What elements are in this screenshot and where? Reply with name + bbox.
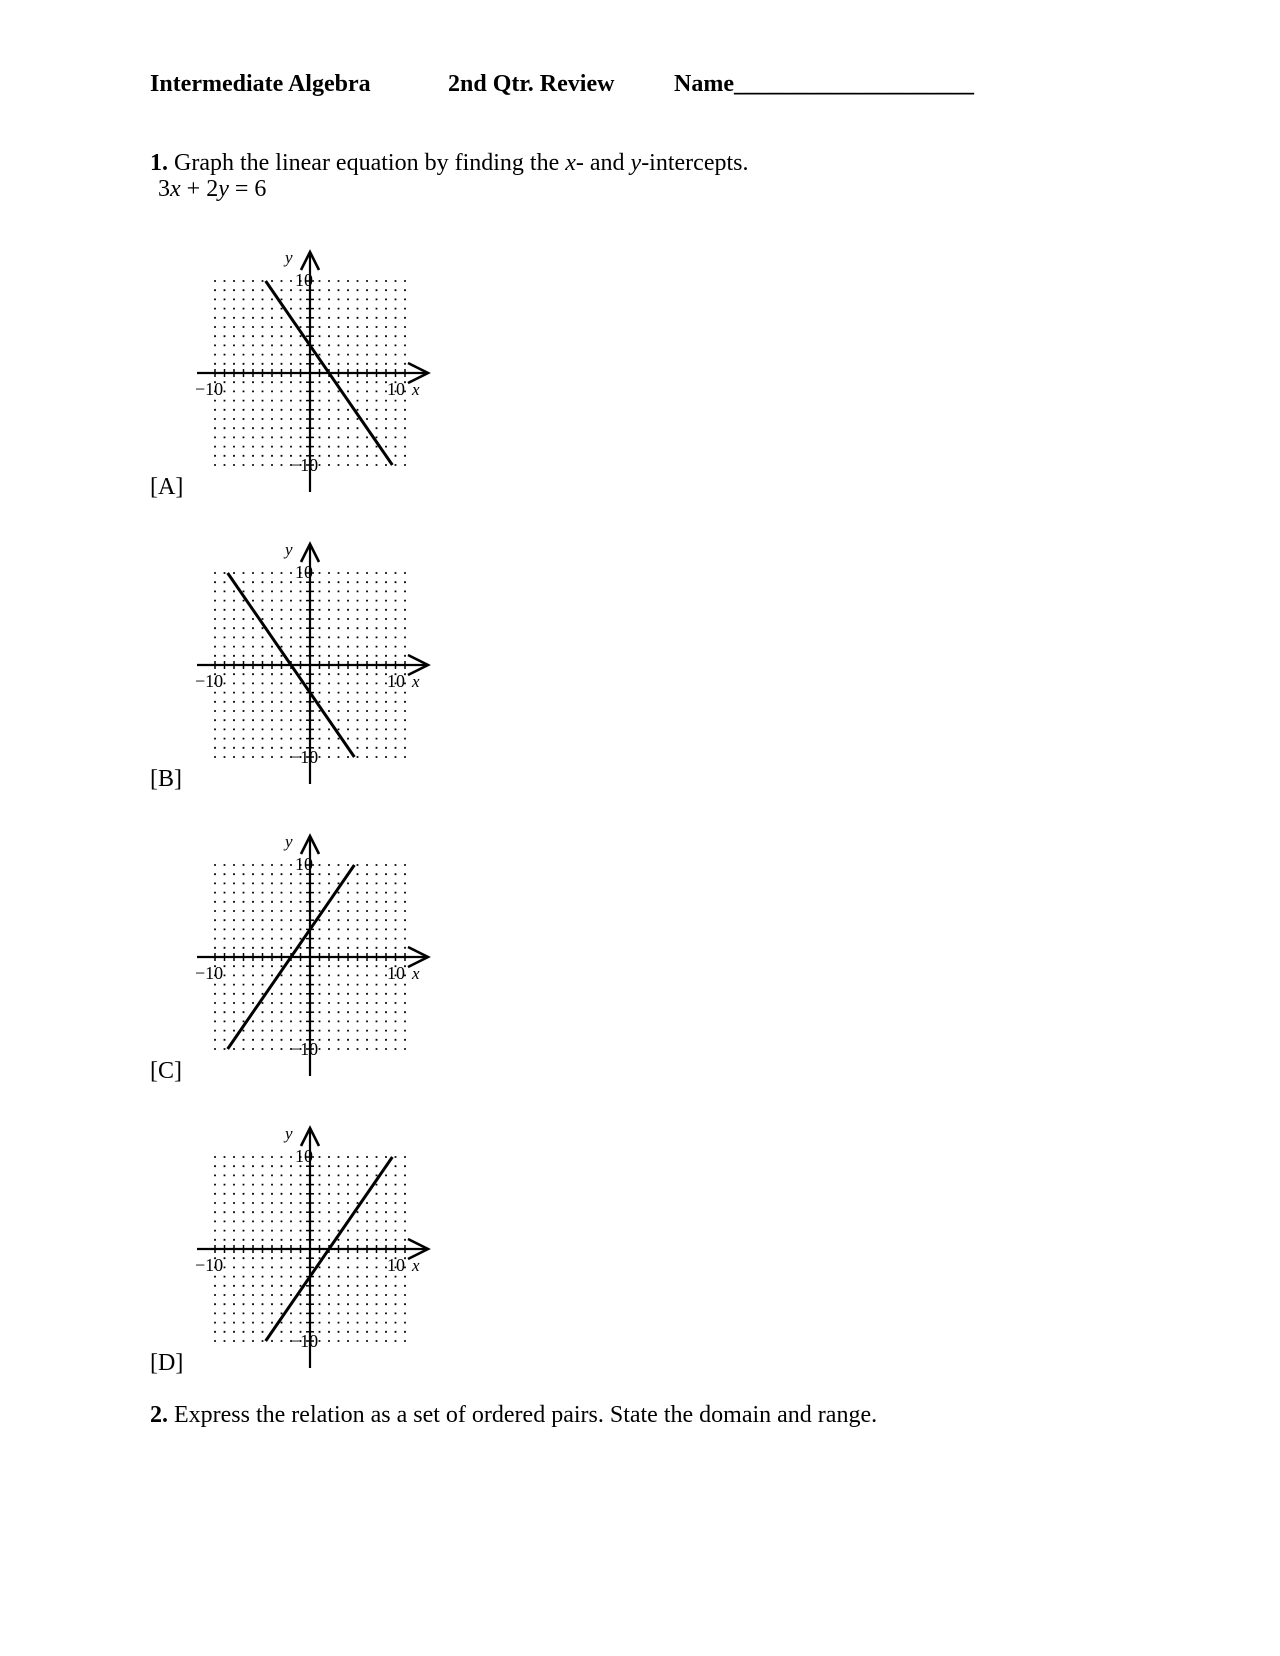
x-axis-label: x: [412, 964, 420, 983]
x-max-tick-label: 10: [387, 671, 405, 691]
y-max-tick-label: 10: [295, 854, 313, 874]
x-coefficient: 3: [158, 176, 170, 202]
option-label-d: [D]: [150, 1350, 184, 1376]
x-axis-label: x: [412, 380, 420, 399]
graph-option-a: [190, 250, 440, 510]
name-field-label: Name____________________: [674, 71, 974, 97]
question-number: 1.: [150, 150, 168, 176]
y-max-tick-label: 10: [295, 1146, 313, 1166]
equals-sign: =: [234, 176, 249, 202]
question-text: Graph the linear equation by finding the: [168, 150, 566, 176]
x-max-tick-label: 10: [387, 379, 405, 399]
x-min-tick-label: −10: [195, 379, 224, 399]
graph-option-d: [190, 1126, 440, 1386]
y-variable: y: [630, 150, 642, 176]
x-variable: x: [170, 176, 181, 202]
x-min-tick-label: −10: [195, 1255, 224, 1275]
y-min-tick-label: −10: [290, 747, 319, 767]
question-text: Express the relation as a set of ordered pairs. State the domain and range.: [168, 1402, 878, 1428]
y-min-tick-label: −10: [290, 1331, 319, 1351]
x-max-tick-label: 10: [387, 1255, 405, 1275]
y-axis-label: y: [285, 832, 293, 851]
question-1: [150, 150, 748, 177]
x-axis-label: x: [412, 672, 420, 691]
question-text: - and: [575, 150, 631, 176]
x-axis-label: x: [412, 1256, 420, 1275]
y-axis-label: y: [285, 540, 293, 559]
y-max-tick-label: 10: [295, 562, 313, 582]
review-title: 2nd Qtr. Review: [448, 71, 615, 97]
x-variable: x: [565, 150, 576, 176]
y-min-tick-label: −10: [290, 1039, 319, 1059]
option-label-b: [B]: [150, 766, 182, 792]
x-max-tick-label: 10: [387, 963, 405, 983]
y-axis-label: y: [285, 1124, 293, 1143]
equation: [158, 176, 266, 203]
y-min-tick-label: −10: [290, 455, 319, 475]
plus-sign: +: [186, 176, 201, 202]
x-min-tick-label: −10: [195, 963, 224, 983]
y-axis-label: y: [285, 248, 293, 267]
y-coefficient: 2: [206, 176, 219, 202]
graph-option-c: [190, 834, 440, 1094]
right-hand-side: 6: [254, 176, 267, 202]
course-title: Intermediate Algebra: [150, 71, 371, 97]
option-label-c: [C]: [150, 1058, 182, 1084]
y-variable: y: [218, 176, 229, 202]
question-number: 2.: [150, 1402, 168, 1428]
graph-option-b: [190, 542, 440, 802]
question-2: [150, 1402, 877, 1429]
question-text: -intercepts.: [641, 150, 749, 176]
y-max-tick-label: 10: [295, 270, 313, 290]
x-min-tick-label: −10: [195, 671, 224, 691]
option-label-a: [A]: [150, 474, 184, 500]
